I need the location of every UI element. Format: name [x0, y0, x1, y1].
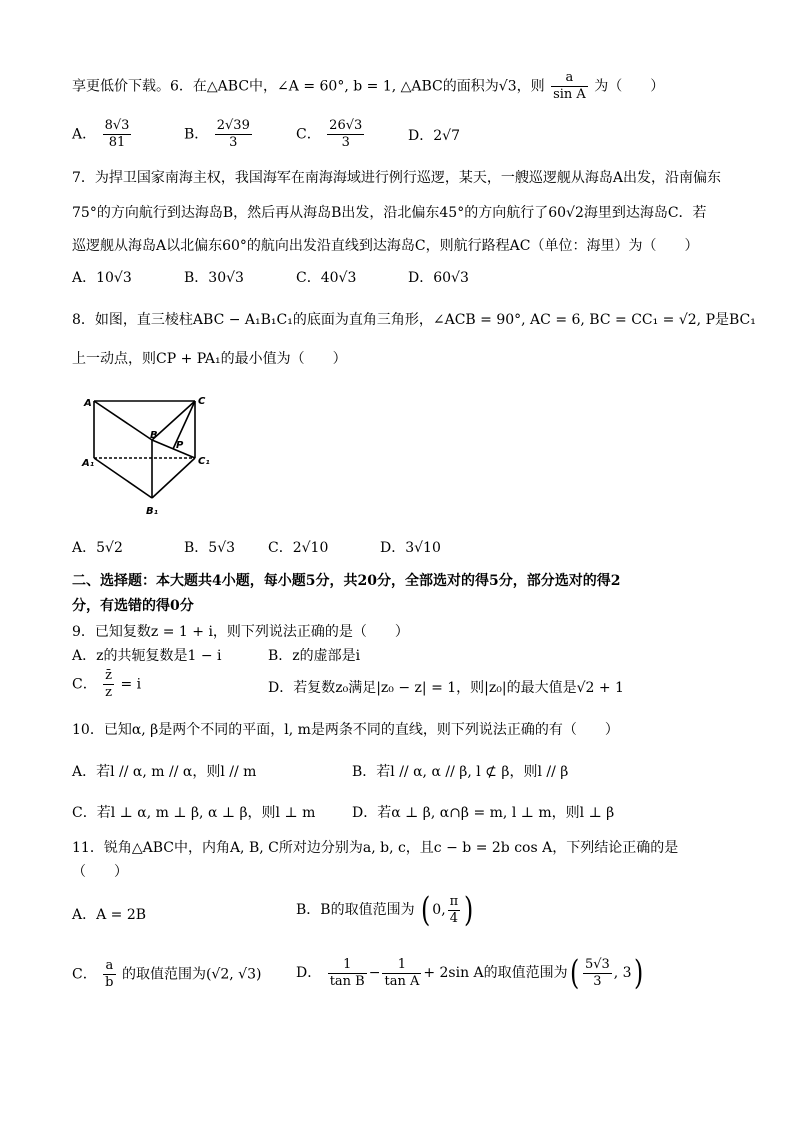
q11-option-b-left-paren: ( [421, 890, 431, 930]
fig-label-c: C [198, 396, 206, 407]
q6-frac-den: sin A [553, 87, 586, 102]
q8-option-b[interactable]: B．5√3 [184, 540, 236, 556]
q6-frac-num: a [551, 70, 588, 87]
q11-option-d-den-2: tan A [384, 973, 420, 989]
q11-option-c-tail: 的取值范围为(√2, √3) [121, 966, 262, 983]
q11-option-c-frac [103, 958, 115, 991]
q6-fraction [551, 70, 588, 103]
fig-label-a1: A₁ [82, 458, 95, 469]
q6-option-a-num: 8√3 [104, 118, 130, 133]
q6-option-b-letter: B． [184, 126, 209, 143]
q6-option-b-frac [215, 118, 252, 151]
q11-option-d-letter: D． [296, 965, 322, 981]
q8-line-1: 8．如图，直三棱柱ABC − A₁B₁C₁的底面为直角三角形，∠ACB = 90°, AC = 6, BC = CC₁ = √2, P是BC₁ [72, 312, 756, 328]
fig-label-p: P [176, 440, 184, 451]
q11-option-d-minus: − [368, 965, 381, 981]
q9-option-c-letter: C． [72, 676, 97, 693]
fig-label-a: A [84, 398, 92, 409]
q6-option-b-den: 3 [229, 135, 238, 150]
q8-option-a[interactable]: A．5√2 [72, 540, 123, 556]
q11-option-d-frac-2 [382, 957, 421, 990]
q11-option-d[interactable] [296, 953, 645, 993]
q7-option-b[interactable]: B．30√3 [184, 270, 244, 286]
q9-option-c-frac [103, 668, 114, 701]
q6-option-c-frac [327, 118, 364, 151]
q9-option-d[interactable]: D．若复数z₀满足|z₀ − z| = 1，则|z₀|的最大值是√2 + 1 [268, 680, 624, 696]
q6-option-d-letter: D． [408, 128, 434, 144]
q7-line-2: 75°的方向航行到达海岛B，然后再从海岛B出发，沿北偏东45°的方向航行了60√2海里到达海岛C．若 [72, 205, 707, 221]
q7-option-a[interactable]: A．10√3 [72, 270, 132, 286]
q9-stem: 9．已知复数z = 1 + i，则下列说法正确的是（ ） [72, 624, 409, 640]
q6-option-a[interactable] [72, 118, 133, 151]
q8-option-c[interactable]: C．2√10 [268, 540, 329, 556]
q11-option-b-frac [448, 894, 461, 927]
q11-option-b-den: 4 [449, 910, 459, 926]
q11-option-c-letter: C． [72, 966, 97, 983]
q10-stem: 10．已知α, β是两个不同的平面，l, m是两条不同的直线，则下列说法正确的有（ ） [72, 722, 619, 738]
fig-label-b: B [150, 430, 158, 441]
q11-option-b[interactable] [296, 890, 475, 930]
q8-line-2: 上一动点，则CP + PA₁的最小值为（ ） [72, 351, 347, 367]
q6-option-b-num: 2√39 [216, 118, 250, 133]
q6-option-c[interactable] [296, 118, 366, 151]
q8-option-d[interactable]: D．3√10 [380, 540, 441, 556]
q11-option-d-range-tail: , 3 [613, 965, 632, 981]
q11-option-d-range-num: 5√3 [584, 956, 610, 972]
q11-option-d-range-den: 3 [593, 973, 602, 989]
q11-option-d-range-frac [583, 957, 612, 990]
q11-option-d-left-paren: ( [569, 953, 579, 993]
q6-option-c-num: 26√3 [329, 118, 363, 133]
q6-option-c-den: 3 [341, 135, 350, 150]
q11-option-b-num: π [449, 893, 459, 909]
q11-stem-paren: （ ） [72, 864, 128, 880]
section2-heading-line-1: 二、选择题：本大题共4小题，每小题5分，共20分，全部选对的得5分，部分选对的得2 [72, 573, 621, 589]
q11-option-b-right-paren: ) [464, 890, 474, 930]
q11-option-d-mid: + 2sin A的取值范围为 [423, 965, 568, 981]
q6-stem [72, 70, 664, 103]
prism-figure [80, 388, 220, 524]
q9-option-c-num: z̄ [105, 668, 113, 683]
q10-option-d[interactable]: D．若α ⊥ β, α∩β = m, l ⊥ m，则l ⊥ β [352, 805, 615, 821]
q11-option-d-num-1: 1 [328, 957, 367, 974]
q11-stem: 11．锐角△ABC中，内角A, B, C所对边分别为a, b, c，且c − b = 2b cos A，下列结论正确的是 [72, 840, 679, 856]
q6-tail: 为（ ） [594, 78, 665, 95]
section2-heading-line-2: 分，有选错的得0分 [72, 598, 194, 614]
q6-stem-text: 享更低价下载。6．在△ABC中，∠A = 60°, b = 1, △ABC的面积为√3，则 [72, 78, 545, 95]
q11-option-d-right-paren: ) [633, 953, 643, 993]
q11-option-d-num-2: 1 [382, 957, 421, 974]
q11-option-c-den: b [105, 975, 114, 990]
q7-line-3: 巡逻舰从海岛A以北偏东60°的航向出发沿直线到达海岛C，则航行路程AC（单位：海里）为（ ） [72, 238, 699, 254]
q6-option-d[interactable] [408, 126, 460, 146]
q6-option-a-letter: A． [72, 126, 97, 143]
q9-option-c-tail: = i [120, 676, 142, 693]
fig-label-c1: C₁ [198, 456, 210, 467]
q11-option-b-prefix: B．B的取值范围为 [296, 902, 415, 918]
q11-option-b-zero: 0, [432, 902, 446, 918]
q10-option-c[interactable]: C．若l ⊥ α, m ⊥ β, α ⊥ β，则l ⊥ m [72, 805, 316, 821]
q11-option-a[interactable]: A．A = 2B [72, 907, 147, 923]
q6-option-b[interactable] [184, 118, 254, 151]
q9-option-c-den: z [105, 685, 113, 700]
q10-option-a[interactable]: A．若l // α, m // α，则l // m [72, 764, 257, 780]
q9-option-c[interactable] [72, 668, 141, 701]
q11-option-d-den-1: tan B [329, 973, 365, 989]
q6-option-c-letter: C． [296, 126, 321, 143]
q10-option-b[interactable]: B．若l // α, α // β, l ⊄ β，则l // β [352, 764, 569, 780]
q6-option-a-den: 81 [108, 135, 126, 150]
q11-option-d-frac-1 [328, 957, 367, 990]
q9-option-b[interactable]: B．z的虚部是i [268, 648, 361, 664]
fig-label-b1: B₁ [146, 506, 159, 517]
q7-option-d[interactable]: D．60√3 [408, 270, 469, 286]
q6-option-d-text: 2√7 [433, 128, 460, 144]
q9-option-a[interactable]: A．z的共轭复数是1 − i [72, 648, 222, 664]
q11-option-c[interactable] [72, 958, 261, 991]
q7-option-c[interactable]: C．40√3 [296, 270, 357, 286]
q6-option-a-frac [103, 118, 132, 151]
q7-line-1: 7．为捍卫国家南海主权，我国海军在南海海域进行例行巡逻，某天，一艘巡逻舰从海岛A出发，沿南偏东 [72, 170, 722, 186]
q11-option-c-num: a [103, 958, 115, 975]
